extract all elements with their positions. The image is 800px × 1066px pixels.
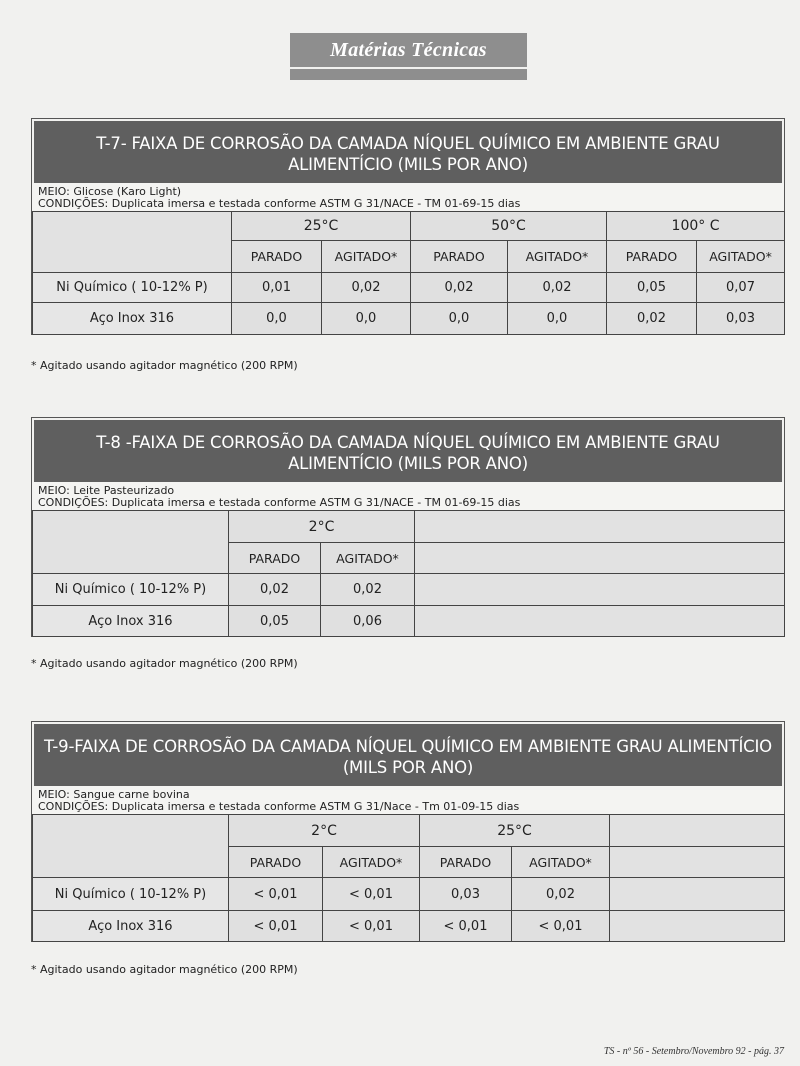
table-t8-sub-header: PARADO: [229, 543, 321, 574]
table-t8-conditions: CONDIÇÕES: Duplicata imersa e testada conforme ASTM G 31/NACE - TM 01-69-15 dias: [38, 496, 521, 509]
table-t8-empty-cell: [415, 606, 785, 637]
table-cell: < 0,01: [229, 911, 323, 942]
table-cell: 0,02: [512, 878, 610, 911]
table-t9-meta: [32, 786, 784, 814]
table-t9-section: [31, 721, 785, 942]
table-t8-meta: [32, 482, 784, 510]
section-header-band: [290, 33, 527, 67]
row-label: Ni Químico ( 10-12% P): [33, 574, 229, 606]
table-cell: 0,03: [697, 303, 785, 335]
table-t7-temp-header: 25°C: [232, 212, 411, 241]
section-header-title: Matérias Técnicas: [330, 38, 487, 61]
table-row: [33, 273, 785, 303]
table-t8-temp-header: 2°C: [229, 511, 415, 543]
table-t8-section: [31, 417, 785, 637]
table-t7-corner: [33, 212, 232, 273]
table-t9: [32, 814, 785, 942]
table-t7-conditions: CONDIÇÕES: Duplicata imersa e testada conforme ASTM G 31/NACE - TM 01-69-15 dias: [38, 197, 521, 210]
row-label: Aço Inox 316: [33, 911, 229, 942]
table-t9-footnote: * Agitado usando agitador magnético (200 RPM): [31, 963, 298, 976]
table-cell: 0,06: [321, 606, 415, 637]
table-cell: 0,02: [508, 273, 607, 303]
table-cell: < 0,01: [323, 911, 420, 942]
table-t7-sub-header: AGITADO*: [322, 241, 411, 273]
table-cell: < 0,01: [323, 878, 420, 911]
table-t7-footnote: * Agitado usando agitador magnético (200 RPM): [31, 359, 298, 372]
table-cell: 0,05: [229, 606, 321, 637]
table-t9-sub-header: PARADO: [420, 847, 512, 878]
row-label: Ni Químico ( 10-12% P): [33, 273, 232, 303]
table-cell: 0,02: [322, 273, 411, 303]
table-cell: 0,0: [322, 303, 411, 335]
table-cell: 0,0: [232, 303, 322, 335]
table-t9-temp-header: 25°C: [420, 815, 610, 847]
table-cell: < 0,01: [420, 911, 512, 942]
table-cell: 0,07: [697, 273, 785, 303]
table-cell: 0,02: [229, 574, 321, 606]
row-label: Aço Inox 316: [33, 303, 232, 335]
table-t9-title: T-9-FAIXA DE CORROSÃO DA CAMADA NÍQUEL QUÍMICO EM AMBIENTE GRAU ALIMENTÍCIO (MILS POR ANO): [34, 724, 782, 786]
table-t9-sub-header: PARADO: [229, 847, 323, 878]
table-cell: 0,02: [411, 273, 508, 303]
table-t9-conditions: CONDIÇÕES: Duplicata imersa e testada conforme ASTM G 31/Nace - Tm 01-09-15 dias: [38, 800, 520, 813]
table-t7-title: T-7- FAIXA DE CORROSÃO DA CAMADA NÍQUEL QUÍMICO EM AMBIENTE GRAU ALIMENTÍCIO (MILS POR ANO): [34, 121, 782, 183]
row-label: Aço Inox 316: [33, 606, 229, 637]
table-t7-sub-header: PARADO: [232, 241, 322, 273]
table-t9-empty-cell: [610, 847, 785, 878]
table-t8-empty-cell: [415, 574, 785, 606]
table-row: [33, 303, 785, 335]
table-t9-medium: MEIO: Sangue carne bovina: [38, 788, 190, 801]
table-t7-medium: MEIO: Glicose (Karo Light): [38, 185, 182, 198]
table-t7-temp-header: 100° C: [607, 212, 785, 241]
table-t9-temp-header: 2°C: [229, 815, 420, 847]
table-t8-corner: [33, 511, 229, 574]
table-cell: 0,05: [607, 273, 697, 303]
table-t9-sub-header: AGITADO*: [323, 847, 420, 878]
table-row: [33, 911, 785, 942]
table-t9-empty-cell: [610, 911, 785, 942]
table-t9-empty-cell: [610, 815, 785, 847]
table-t8: [32, 510, 785, 637]
table-t8-footnote: * Agitado usando agitador magnético (200 RPM): [31, 657, 298, 670]
table-cell: 0,02: [321, 574, 415, 606]
table-t9-corner: [33, 815, 229, 878]
table-t8-sub-header: AGITADO*: [321, 543, 415, 574]
table-t8-medium: MEIO: Leite Pasteurizado: [38, 484, 175, 497]
table-t7-sub-header: PARADO: [607, 241, 697, 273]
table-cell: 0,0: [508, 303, 607, 335]
table-row: [33, 574, 785, 606]
table-t9-empty-cell: [610, 878, 785, 911]
table-t7-sub-header: AGITADO*: [508, 241, 607, 273]
table-cell: 0,0: [411, 303, 508, 335]
table-t7-section: [31, 118, 785, 335]
table-t7-temp-header: 50°C: [411, 212, 607, 241]
table-row: [33, 606, 785, 637]
table-t7-meta: [32, 183, 784, 211]
header-underline-bar: [290, 69, 527, 80]
page-footer: TS - nº 56 - Setembro/Novembro 92 - pág. 37: [603, 1046, 784, 1057]
table-cell: < 0,01: [229, 878, 323, 911]
table-cell: 0,03: [420, 878, 512, 911]
row-label: Ni Químico ( 10-12% P): [33, 878, 229, 911]
table-t8-empty-cell: [415, 511, 785, 543]
table-t7: [32, 211, 785, 335]
table-row: [33, 878, 785, 911]
table-cell: 0,01: [232, 273, 322, 303]
table-cell: < 0,01: [512, 911, 610, 942]
table-t8-empty-cell: [415, 543, 785, 574]
table-t9-sub-header: AGITADO*: [512, 847, 610, 878]
table-t7-sub-header: AGITADO*: [697, 241, 785, 273]
table-cell: 0,02: [607, 303, 697, 335]
table-t8-title: T-8 -FAIXA DE CORROSÃO DA CAMADA NÍQUEL QUÍMICO EM AMBIENTE GRAU ALIMENTÍCIO (MILS POR ANO): [34, 420, 782, 482]
table-t7-sub-header: PARADO: [411, 241, 508, 273]
